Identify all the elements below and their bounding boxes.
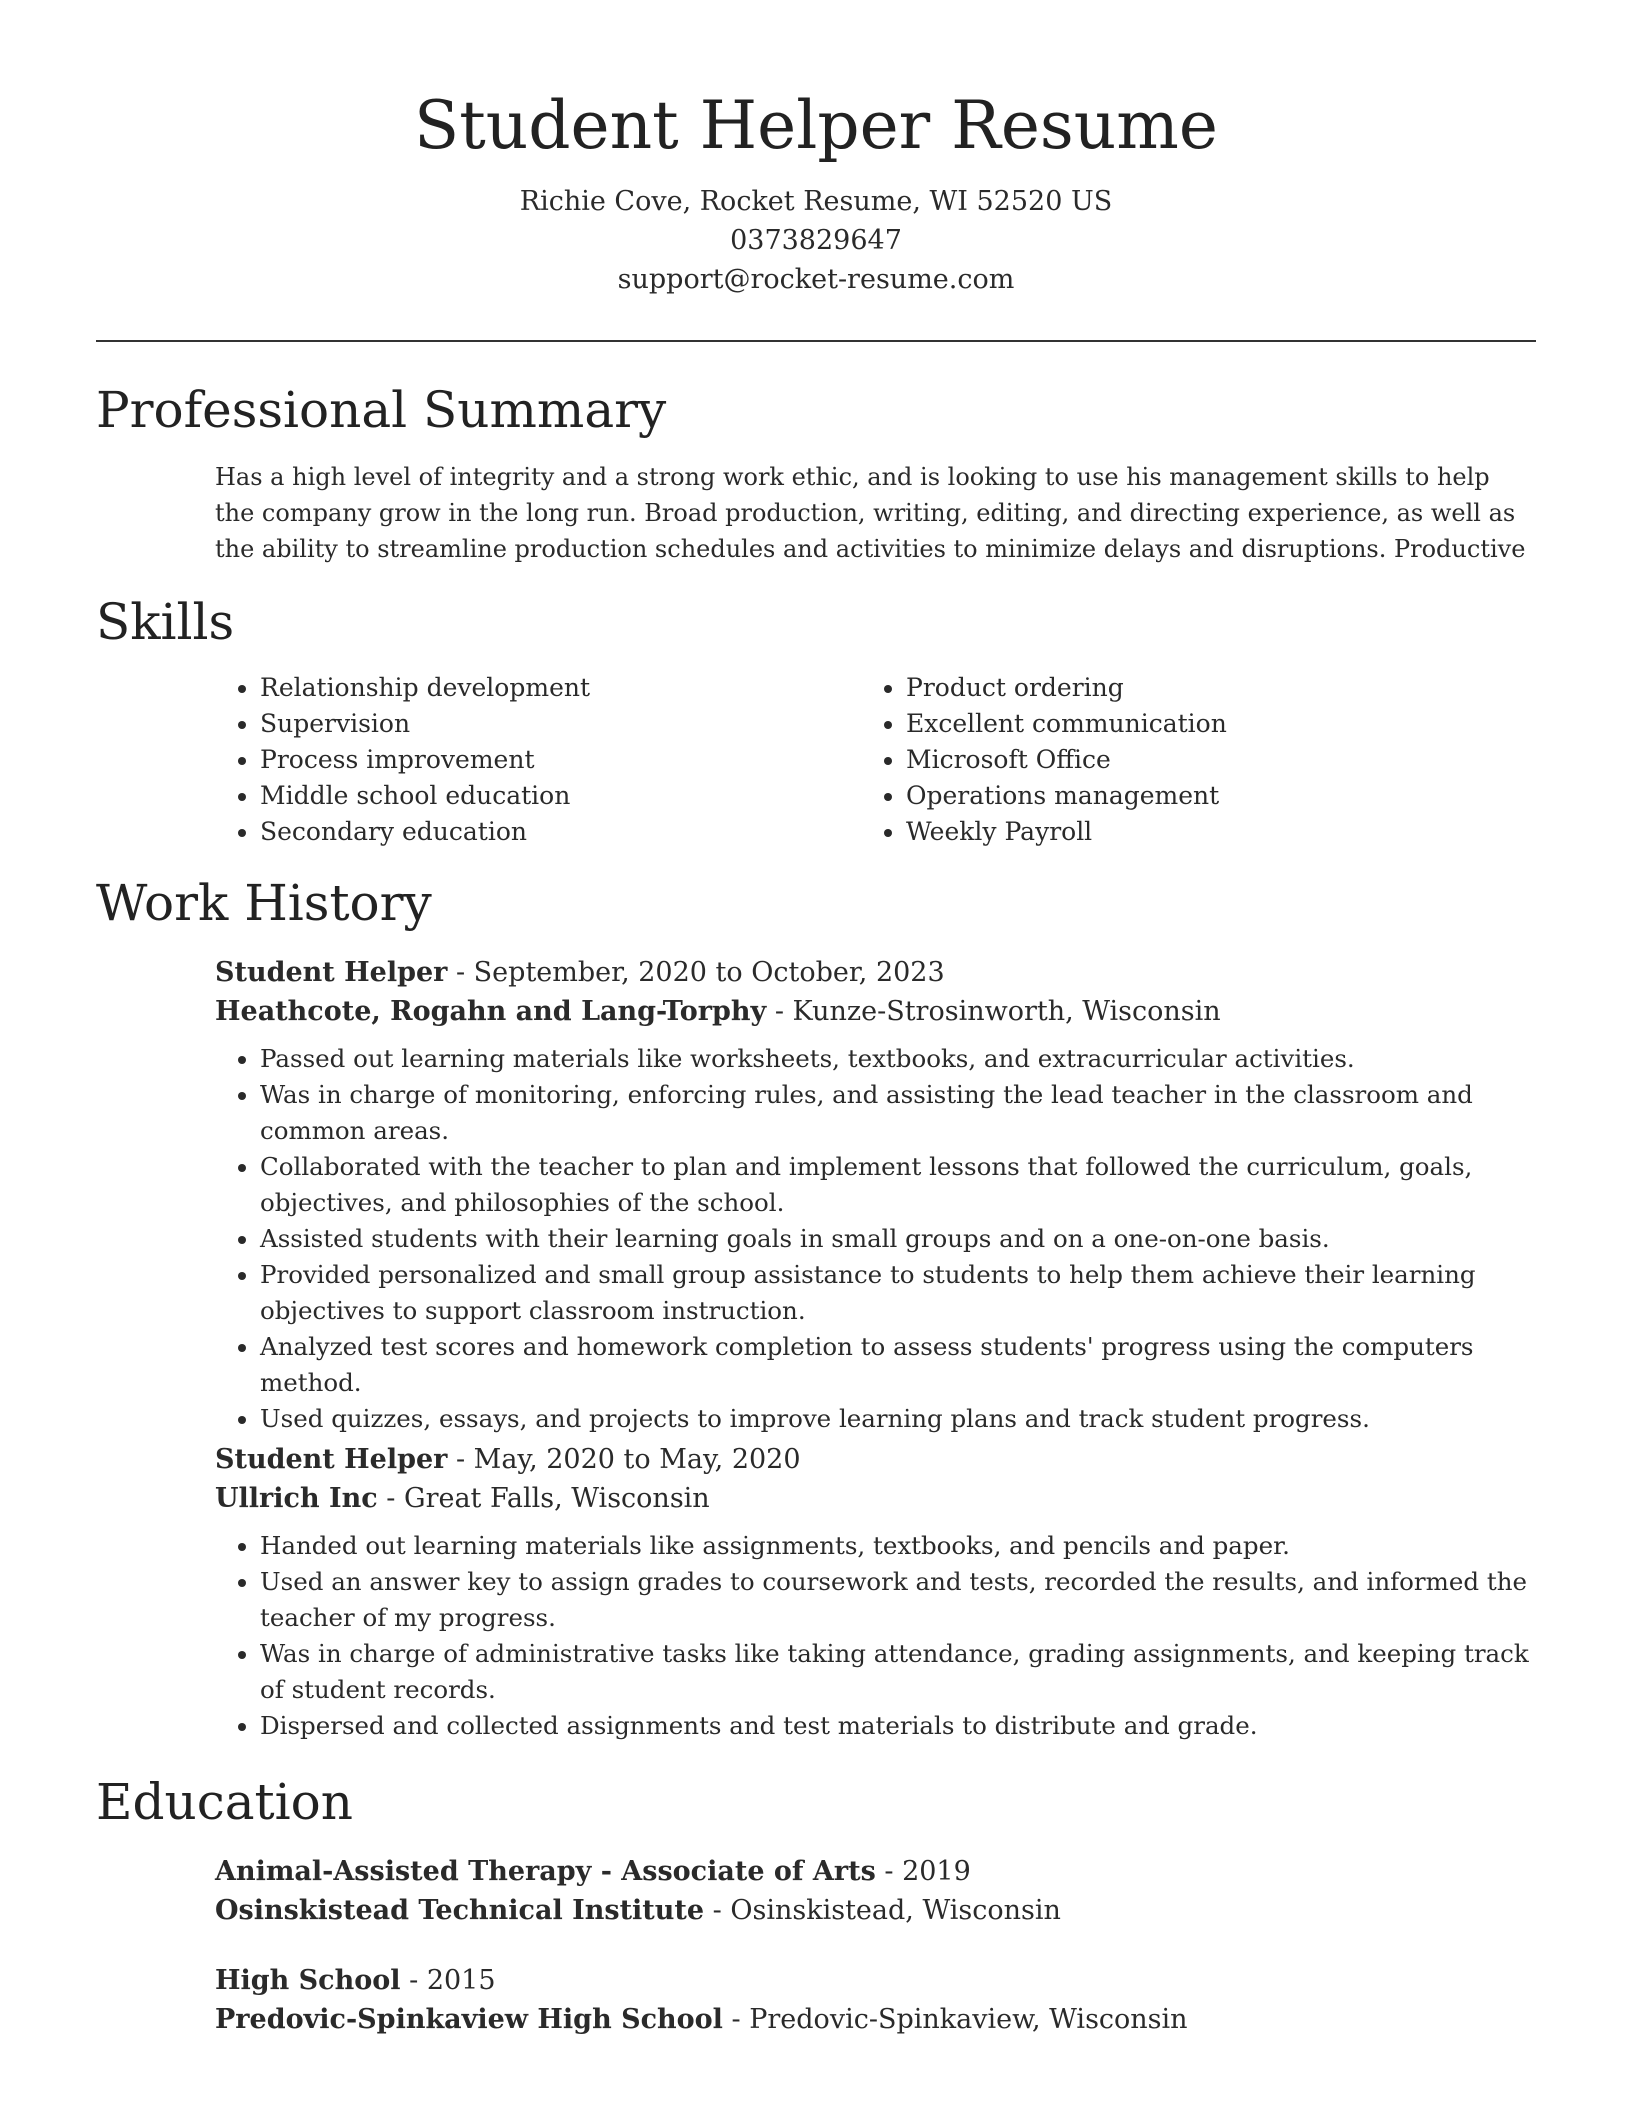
job-bullet: • Provided personalized and small group assistance to students to help them achieve their learning objectives to support classroom instruction. [260,1257,1535,1329]
job-bullets [215,1041,1535,1437]
job-bullet: • Handed out learning materials like assignments, textbooks, and pencils and paper. [260,1528,1535,1564]
header-divider [96,340,1536,342]
job-bullet: • Analyzed test scores and homework completion to assess students' progress using the computers method. [260,1329,1535,1401]
education-school-line [215,2000,1535,2039]
job-bullet: • Used an answer key to assign grades to coursework and tests, recorded the results, and informed the teacher of my progress. [260,1564,1535,1636]
education-year: - 2015 [400,1965,496,1996]
contact-address: Richie Cove, Rocket Resume, WI 52520 US [519,186,1113,217]
job-location: - Kunze-Strosinworth, Wisconsin [766,996,1221,1027]
job-bullets [215,1528,1535,1744]
education-school: Osinskistead Technical Institute [215,1895,705,1926]
job-title: Student Helper [215,957,448,988]
education-location: - Predovic-Spinkaview, Wisconsin [722,2004,1188,2035]
education-degree: High School [215,1965,401,1996]
skill-item: • Secondary education [260,814,590,850]
skill-item: • Middle school education [260,778,590,814]
job-title-line [215,953,1535,992]
education-degree-line [215,1961,1535,2000]
job-bullet: • Used quizzes, essays, and projects to improve learning plans and track student progress. [260,1401,1535,1437]
job-bullet: • Dispersed and collected assignments and test materials to distribute and grade. [260,1708,1535,1744]
skills-list-left [215,670,590,850]
job-dates: - September, 2020 to October, 2023 [447,957,945,988]
job-company-line [215,1479,1535,1518]
education-school: Predovic-Spinkaview High School [215,2004,723,2035]
resume-title: Student Helper Resume [414,87,1218,164]
education-degree-line [215,1852,1535,1891]
job-bullet: • Collaborated with the teacher to plan and implement lessons that followed the curriculum, goals, objectives, and philosophies of the school. [260,1149,1535,1221]
skill-item: • Weekly Payroll [906,814,1227,850]
skill-item: • Excellent communication [906,706,1227,742]
skill-item: • Supervision [260,706,590,742]
education-degree: - Associate of Arts [591,1856,876,1887]
education-entry [215,1961,1535,2039]
education-entry [215,1852,1535,1930]
job-bullet: • Passed out learning materials like worksheets, textbooks, and extracurricular activities. [260,1041,1535,1077]
education-field: Animal-Assisted Therapy [215,1856,592,1887]
job-entry [215,953,1535,1437]
job-company-line [215,992,1535,1031]
job-title-line [215,1440,1535,1479]
skill-item: • Microsoft Office [906,742,1227,778]
job-dates: - May, 2020 to May, 2020 [447,1444,801,1475]
education-heading: Education [96,1773,353,1831]
skills-heading: Skills [96,593,235,651]
skills-list-right [861,670,1227,850]
skill-item: • Relationship development [260,670,590,706]
summary-section [215,459,1535,567]
job-company: Heathcote, Rogahn and Lang-Torphy [215,996,767,1027]
resume-header [0,0,1632,299]
job-title: Student Helper [215,1444,448,1475]
job-bullet: • Was in charge of administrative tasks like taking attendance, grading assignments, and keeping track of student records. [260,1636,1535,1708]
work-heading: Work History [96,874,432,932]
job-entry [215,1440,1535,1744]
job-company: Ullrich Inc [215,1483,378,1514]
job-bullet: • Assisted students with their learning goals in small groups and on a one-on-one basis. [260,1221,1535,1257]
contact-email[interactable]: support@rocket-resume.com [617,264,1015,295]
contact-phone: 0373829647 [730,225,902,256]
education-location: - Osinskistead, Wisconsin [704,1895,1061,1926]
skill-item: • Process improvement [260,742,590,778]
job-bullet: • Was in charge of monitoring, enforcing rules, and assisting the lead teacher in the classroom and common areas. [260,1077,1535,1149]
job-location: - Great Falls, Wisconsin [377,1483,710,1514]
skill-item: • Operations management [906,778,1227,814]
skill-item: • Product ordering [906,670,1227,706]
education-year: - 2019 [875,1856,971,1887]
education-school-line [215,1891,1535,1930]
contact-block [0,182,1632,299]
summary-text: Has a high level of integrity and a strong work ethic, and is looking to use his management skills to help the company grow in the long run. Broad production, writing, editing, and directing experience, as well as the ability to streamline production schedules and activities to minimize delays and disruptions. Productive [215,463,1526,563]
summary-heading: Professional Summary [96,381,667,439]
